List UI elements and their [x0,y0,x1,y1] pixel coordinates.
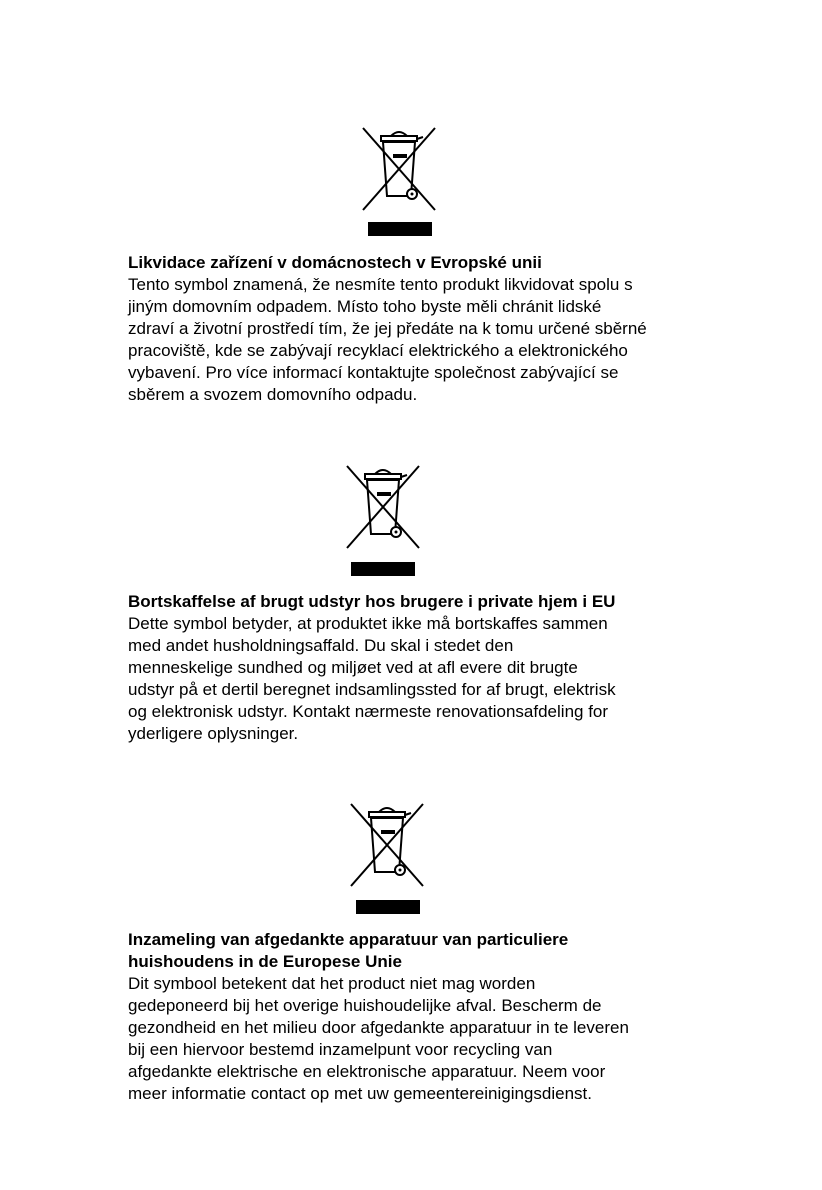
section-danish [128,591,708,745]
section-heading [128,252,708,274]
body-line: bij een hiervoor bestemd inzamelpunt voor recycling van [128,1040,553,1059]
body-line: meer informatie contact op met uw gemeentereinigingsdienst. [128,1084,592,1103]
body-line: med andet husholdningsaffald. Du skal i stedet den [128,636,514,655]
weee-bin-icon [347,800,427,890]
body-line: vybavení. Pro více informací kontaktujte společnost zabývající se [128,363,619,382]
weee-bin-icon [343,462,423,552]
body-line: menneskelige sundhed og miljøet ved at afl evere dit brugte [128,658,578,677]
body-line: jiným domovním odpadem. Místo toho byste měli chránit lidské [128,297,602,316]
section-heading [128,591,708,613]
weee-bin-icon [359,124,439,214]
body-line: afgedankte elektrische en elektronische apparatuur. Neem voor [128,1062,606,1081]
body-line: Tento symbol znamená, že nesmíte tento produkt likvidovat spolu s [128,275,633,294]
body-line: pracoviště, kde se zabývají recyklací elektrického a elektronického [128,341,628,360]
body-line: gezondheid en het milieu door afgedankte apparatuur in te leveren [128,1018,629,1037]
symbol-underline-bar [356,900,420,914]
body-line: sběrem a svozem domovního odpadu. [128,385,418,404]
section-dutch [128,929,708,1105]
section-heading [128,929,708,973]
heading-line: Likvidace zařízení v domácnostech v Evropské unii [128,253,542,272]
body-line: udstyr på et dertil beregnet indsamlingssted for af brugt, elektrisk [128,680,616,699]
body-line: Dit symbool betekent dat het product niet mag worden [128,974,536,993]
section-body [128,274,708,406]
symbol-underline-bar [368,222,432,236]
body-line: yderligere oplysninger. [128,724,299,743]
body-line: og elektronisk udstyr. Kontakt nærmeste renovationsafdeling for [128,702,609,721]
section-czech [128,252,708,406]
heading-line: Inzameling van afgedankte apparatuur van particuliere [128,930,569,949]
symbol-underline-bar [351,562,415,576]
section-body [128,613,708,745]
section-body [128,973,708,1105]
heading-line: huishoudens in de Europese Unie [128,952,402,971]
heading-line: Bortskaffelse af brugt udstyr hos brugere i private hjem i EU [128,592,616,611]
body-line: zdraví a životní prostředí tím, že jej předáte na k tomu určené sběrné [128,319,647,338]
body-line: gedeponeerd bij het overige huishoudelijke afval. Bescherm de [128,996,602,1015]
body-line: Dette symbol betyder, at produktet ikke må bortskaffes sammen [128,614,608,633]
